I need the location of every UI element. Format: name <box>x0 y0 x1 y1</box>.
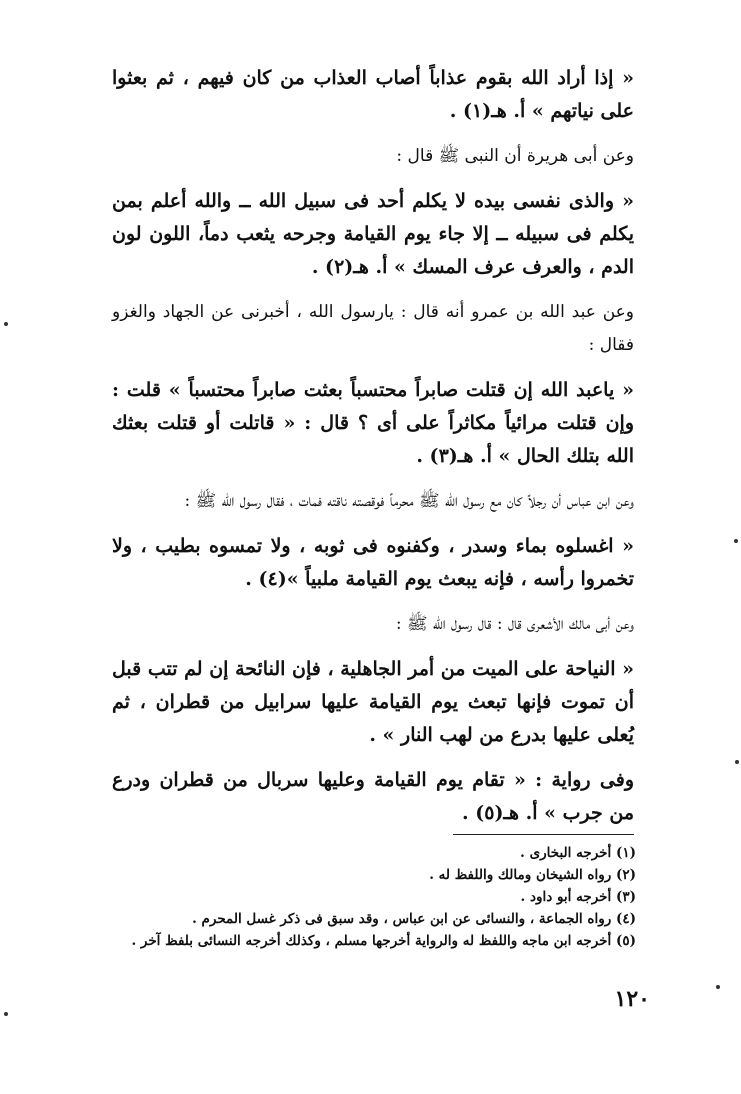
footnote-4: (٤) رواه الجماعة ، والنسائى عن ابن عباس ، وقد سبق فى ذكر غسل المحرم . <box>192 911 636 927</box>
hadith-paragraph: « والذى نفسى بيده لا يكلم أحد فى سبيل الله ــ والله أعلم بمن يكلم فى سبيله ــ إلا جاء يوم القيامة وجرحه يثعب دماً، اللون لون الدم ، والعرف عرف المسك » أ. هـ(٢) . <box>112 190 634 278</box>
hadith-paragraph: « النياحة على الميت من أمر الجاهلية ، فإن النائحة إن لم تتب قبل أن تموت فإنها تبعث يوم القيامة عليها سرابيل من قطران ، ثم يُعلى عليها بدرع من لهب النار » . <box>112 658 634 746</box>
footnote-1: (١) أخرجه البخارى . <box>520 845 636 861</box>
narration-paragraph: وعن عبد الله بن عمرو أنه قال : يارسول الله ، أخبرنى عن الجهاد والغزو فقال : <box>112 302 634 355</box>
footnote-3: (٣) أخرجه أبو داود . <box>520 889 636 905</box>
page-number: ١٢٠ <box>614 986 650 1012</box>
footnotes <box>100 842 636 952</box>
narration-paragraph: وعن أبى مالك الأشعرى قال : قال رسول الله ﷺ : <box>395 614 634 634</box>
scan-speck <box>716 985 720 989</box>
narration-paragraph: وعن أبى هريرة أن النبى ﷺ قال : <box>396 146 634 166</box>
hadith-paragraph: « إذا أراد الله بقوم عذاباً أصاب العذاب من كان فيهم ، ثم بعثوا على نياتهم » أ. هـ(١) . <box>112 67 634 122</box>
footnote-5: (٥) أخرجه ابن ماجه واللفظ له والرواية أخرجها مسلم ، وكذلك أخرجه النسائى بلفظ آخر . <box>131 933 636 949</box>
narration-paragraph: وعن ابن عباس أن رجلاً كان مع رسول الله ﷺ محرماً فوقصته ناقته فمات ، فقال رسول الله ﷺ : <box>184 491 634 511</box>
footnote-divider <box>453 834 634 835</box>
scan-speck <box>4 1012 8 1016</box>
hadith-paragraph: « ياعبد الله إن قتلت صابراً محتسباً بعثت صابراً محتسباً » قلت : وإن قتلت مرائياً مكاثراً على أى ؟ قال : « قاتلت أو قتلت بعثك الله بتلك الحال » أ. هـ(٣) . <box>112 379 634 467</box>
scan-speck <box>734 539 738 543</box>
footnote-2: (٢) رواه الشيخان ومالك واللفظ له . <box>429 867 636 883</box>
scan-speck <box>4 322 8 326</box>
hadith-paragraph: وفى رواية : « تقام يوم القيامة وعليها سربال من قطران ودرع من جرب » أ. هـ(٥) . <box>112 769 634 824</box>
main-text <box>112 62 634 842</box>
scan-speck <box>735 760 739 764</box>
hadith-paragraph: « اغسلوه بماء وسدر ، وكفنوه فى ثوبه ، ولا تمسوه بطيب ، ولا تخمروا رأسه ، فإنه يبعث يوم القيامة ملبياً »(٤) . <box>112 535 634 590</box>
